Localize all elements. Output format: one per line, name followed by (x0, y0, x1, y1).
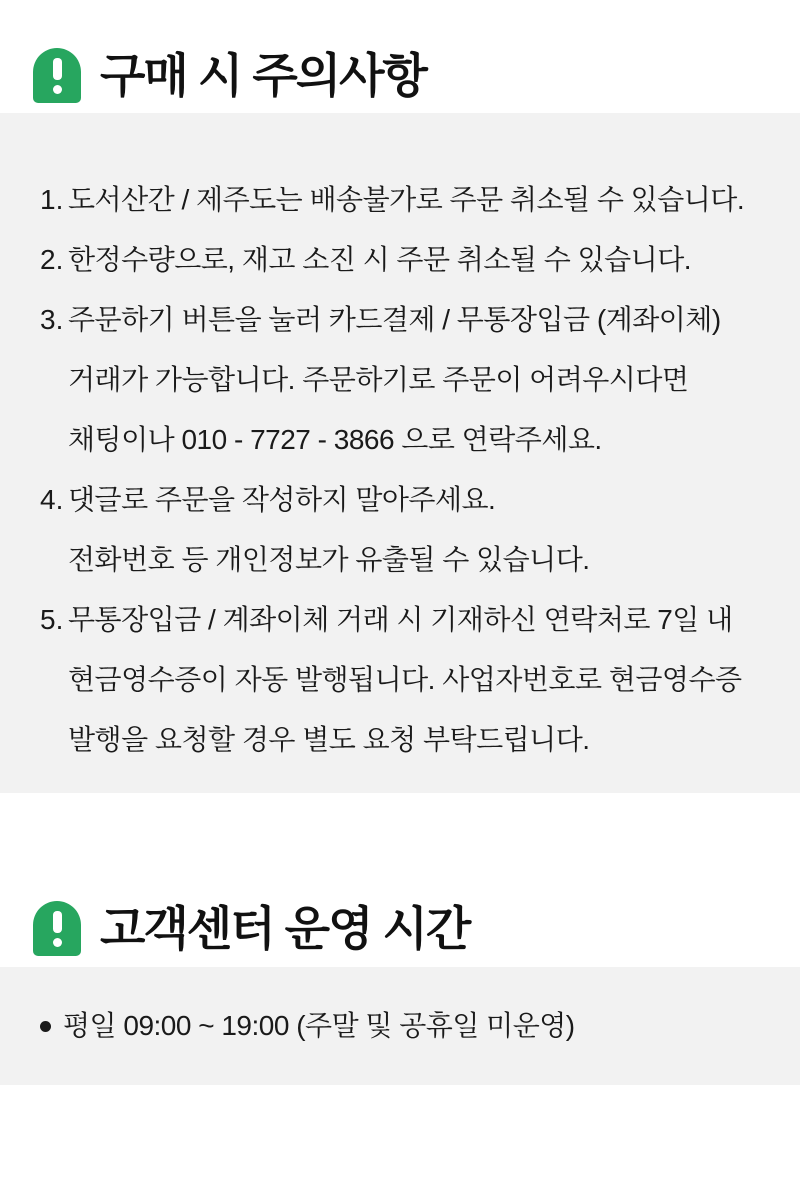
item-line: 한정수량으로, 재고 소진 시 주문 취소될 수 있습니다. (68, 244, 692, 275)
item-line: 주문하기 버튼을 눌러 카드결제 / 무통장입금 (계좌이체) (68, 304, 721, 335)
customer-center-header (33, 901, 469, 956)
item-line: 현금영수증이 자동 발행됩니다. 사업자번호로 현금영수증 (68, 664, 742, 695)
exclamation-badge-icon (33, 48, 81, 103)
item-line: 댓글로 주문을 작성하지 말아주세요. (68, 484, 496, 515)
item-line: 채팅이나 010 - 7727 - 3866 으로 연락주세요. (68, 424, 602, 455)
exclamation-dot (53, 938, 62, 947)
item-number: 3. (40, 304, 64, 335)
purchase-notice-list (40, 170, 770, 770)
item-number: 2. (40, 244, 64, 275)
purchase-notice-header (33, 48, 426, 103)
item-line: 발행을 요청할 경우 별도 요청 부탁드립니다. (68, 724, 590, 755)
item-line: 거래가 가능합니다. 주문하기로 주문이 어려우시다면 (68, 364, 689, 395)
exclamation-badge-icon (33, 901, 81, 956)
operating-hours-row (40, 997, 770, 1055)
notice-item-5 (40, 590, 770, 770)
notice-item-4 (40, 470, 770, 590)
item-number: 4. (40, 484, 64, 515)
item-line: 무통장입금 / 계좌이체 거래 시 기재하신 연락처로 7일 내 (68, 604, 733, 635)
customer-center-panel (0, 967, 800, 1085)
item-number: 1. (40, 184, 64, 215)
exclamation-bar (53, 58, 62, 80)
exclamation-bar (53, 911, 62, 933)
customer-center-title: 고객센터 운영 시간 (100, 902, 470, 955)
notice-item-2 (40, 230, 770, 290)
operating-hours-text: 평일 09:00 ~ 19:00 (주말 및 공휴일 미운영) (63, 1010, 575, 1041)
bullet-icon (40, 1021, 51, 1032)
notice-item-1 (40, 170, 770, 230)
item-number: 5. (40, 604, 64, 635)
purchase-notice-title: 구매 시 주의사항 (100, 49, 426, 102)
exclamation-dot (53, 85, 62, 94)
item-line: 전화번호 등 개인정보가 유출될 수 있습니다. (68, 544, 590, 575)
notice-item-3 (40, 290, 770, 470)
item-line: 도서산간 / 제주도는 배송불가로 주문 취소될 수 있습니다. (68, 184, 745, 215)
purchase-notice-panel (0, 113, 800, 793)
